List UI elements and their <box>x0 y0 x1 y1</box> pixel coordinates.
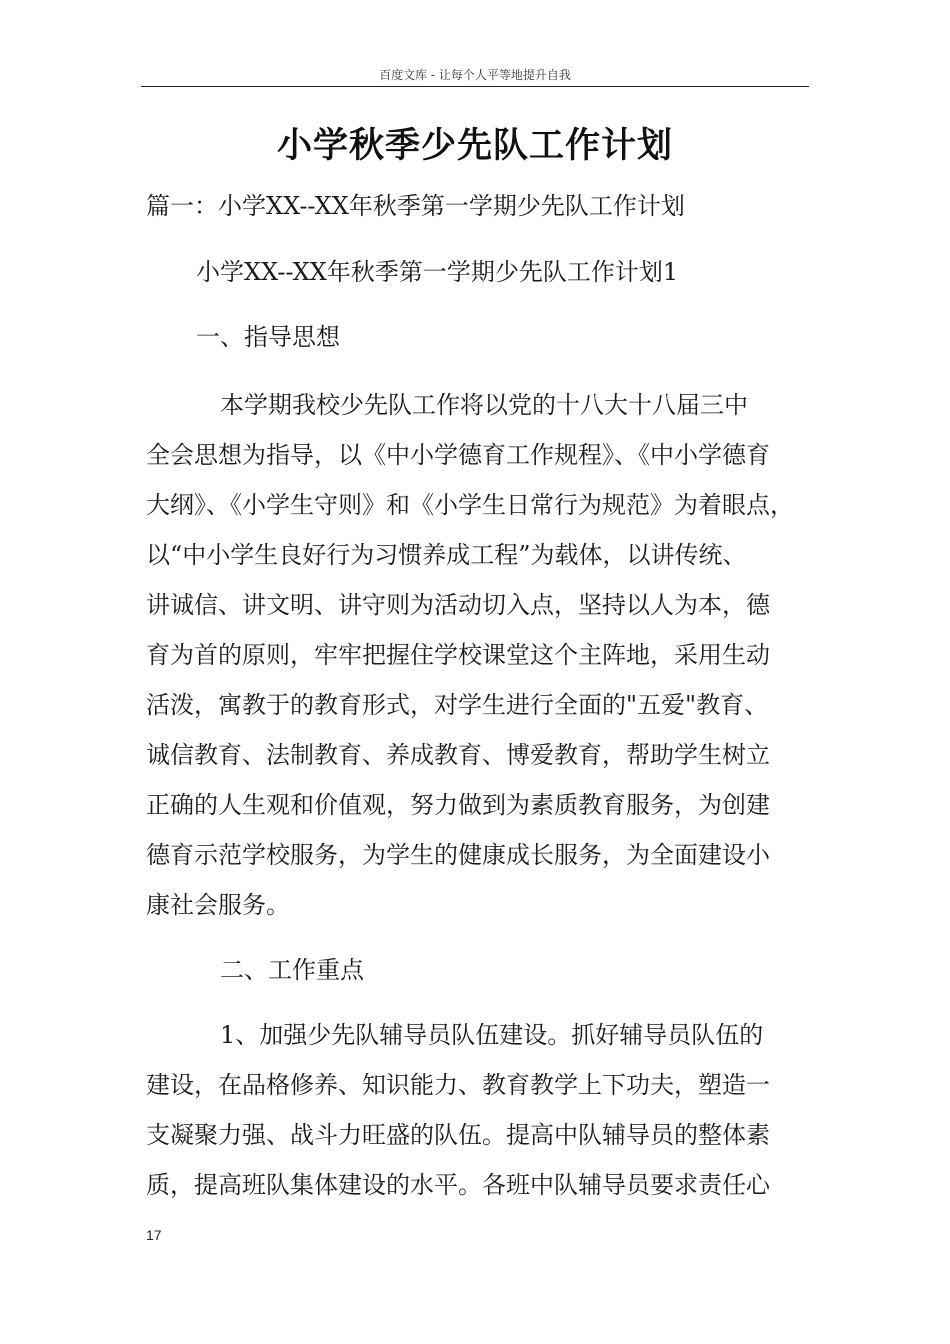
paragraph-line: 康社会服务。 <box>146 891 290 919</box>
document-subheading: 小学XX--XX年秋季第一学期少先队工作计划1 <box>196 258 679 286</box>
paragraph-line: 本学期我校少先队工作将以党的十八大十八届三中 <box>220 391 748 419</box>
section-heading-work-focus: 二、工作重点 <box>220 956 364 984</box>
paragraph-line: 育为首的原则，牢牢把握住学校课堂这个主阵地，采用生动 <box>146 641 770 669</box>
paragraph-line: 大纲》、《小学生守则》和《小学生日常行为规范》为着眼点， <box>146 491 794 519</box>
paragraph-line: 以“中小学生良好行为习惯养成工程”为载体，以讲传统、 <box>146 541 747 569</box>
document-subtitle: 篇一：小学XX--XX年秋季第一学期少先队工作计划 <box>146 192 685 220</box>
paragraph-line: 质，提高班队集体建设的水平。各班中队辅导员要求责任心 <box>146 1171 770 1199</box>
paragraph-line: 全会思想为指导，以《中小学德育工作规程》、《中小学德育 <box>146 441 770 469</box>
header-divider <box>141 86 809 87</box>
paragraph-line: 活泼，寓教于的教育形式，对学生进行全面的"五爱"教育、 <box>146 691 769 719</box>
page-number: 17 <box>146 1227 162 1243</box>
paragraph-line: 1、加强少先队辅导员队伍建设。抓好辅导员队伍的 <box>220 1021 764 1049</box>
paragraph-line: 正确的人生观和价值观，努力做到为素质教育服务，为创建 <box>146 791 770 819</box>
paragraph-line: 支凝聚力强、战斗力旺盛的队伍。提高中队辅导员的整体素 <box>146 1121 770 1149</box>
paragraph-line: 德育示范学校服务，为学生的健康成长服务，为全面建设小 <box>146 841 770 869</box>
paragraph-line: 讲诚信、讲文明、讲守则为活动切入点，坚持以人为本，德 <box>146 591 770 619</box>
paragraph-line: 建设，在品格修养、知识能力、教育教学上下功夫，塑造一 <box>146 1071 770 1099</box>
section-heading-guiding-thought: 一、指导思想 <box>196 323 340 351</box>
page-header: 百度文库 - 让每个人平等地提升自我 <box>379 68 571 82</box>
paragraph-line: 诚信教育、法制教育、养成教育、博爱教育，帮助学生树立 <box>146 741 770 769</box>
document-title: 小学秋季少先队工作计划 <box>276 126 673 166</box>
